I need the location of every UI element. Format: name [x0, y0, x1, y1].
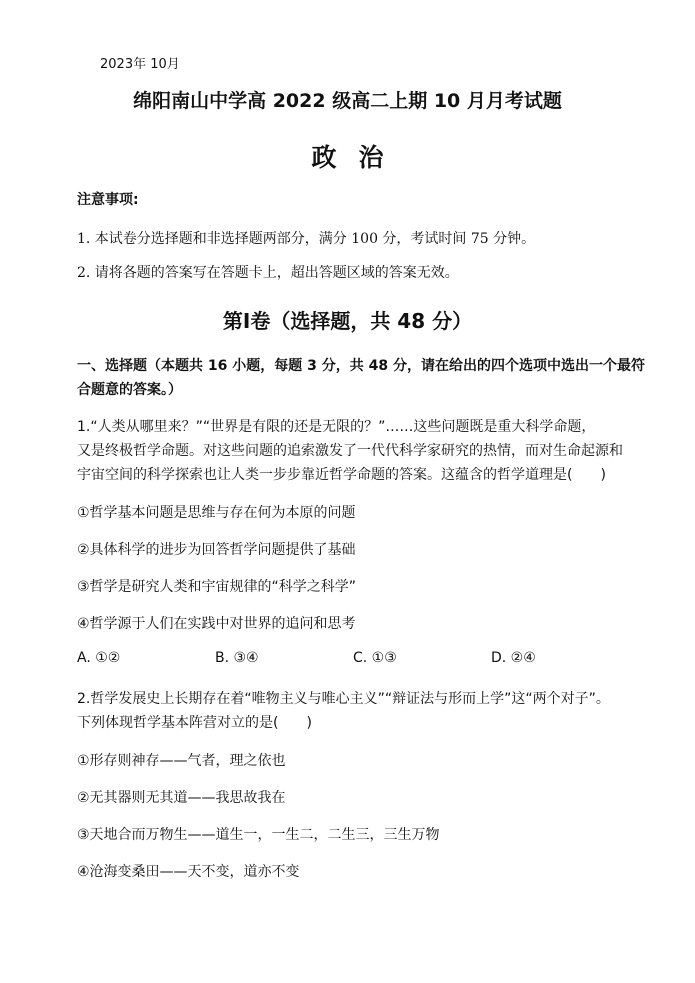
exam-title: 绵阳南山中学高 2022 级高二上期 10 月月考试题	[133, 90, 562, 112]
question-stem: 1.“人类从哪里来？”“世界是有限的还是无限的？”……这些问题既是重大科学命题，	[77, 419, 596, 435]
notice-heading: 注意事项:	[77, 192, 139, 208]
question-stem: 下列体现哲学基本阵营对立的是( )	[77, 715, 312, 731]
statement-item: ②具体科学的进步为回答哲学问题提供了基础	[77, 542, 356, 558]
statement-item: ③天地合而万物生——道生一，一生二，二生三，三生万物	[77, 827, 440, 843]
part-title: 第Ⅰ卷（选择题，共 48 分）	[222, 309, 473, 333]
choice-c: C. ①③	[353, 650, 397, 666]
choice-a: A. ①②	[77, 650, 121, 666]
section-instruction: 一、选择题（本题共 16 小题，每题 3 分，共 48 分，请在给出的四个选项中选出一个最符	[77, 358, 645, 374]
notice-item: 1. 本试卷分选择题和非选择题两部分，满分 100 分，考试时间 75 分钟。	[77, 231, 536, 247]
statement-item: ③哲学是研究人类和宇宙规律的“科学之科学”	[77, 579, 357, 595]
subject-title: 政治	[311, 143, 406, 172]
statement-item: ①形存则神存——气者，理之依也	[77, 753, 286, 769]
exam-date: 2023年 10月	[100, 57, 180, 72]
notice-item: 2. 请将各题的答案写在答题卡上，超出答题区域的答案无效。	[77, 265, 459, 281]
question-stem: 宇宙空间的科学探索也让人类一步步靠近哲学命题的答案。这蕴含的哲学道理是( )	[77, 467, 606, 483]
statement-item: ②无其器则无其道——我思故我在	[77, 790, 286, 806]
statement-item: ①哲学基本问题是思维与存在何为本原的问题	[77, 505, 356, 521]
question-stem: 又是终极哲学命题。对这些问题的追索激发了一代代科学家研究的热情，而对生命起源和	[77, 443, 623, 459]
choice-d: D. ②④	[491, 650, 536, 666]
statement-item: ④哲学源于人们在实践中对世界的追问和思考	[77, 616, 356, 632]
question-stem: 2.哲学发展史上长期存在着“唯物主义与唯心主义”“辩证法与形而上学”这“两个对子”。	[77, 691, 610, 707]
section-instruction: 合题意的答案。）	[77, 382, 182, 398]
statement-item: ④沧海变桑田——天不变，道亦不变	[77, 864, 300, 880]
choice-b: B. ③④	[215, 650, 259, 666]
